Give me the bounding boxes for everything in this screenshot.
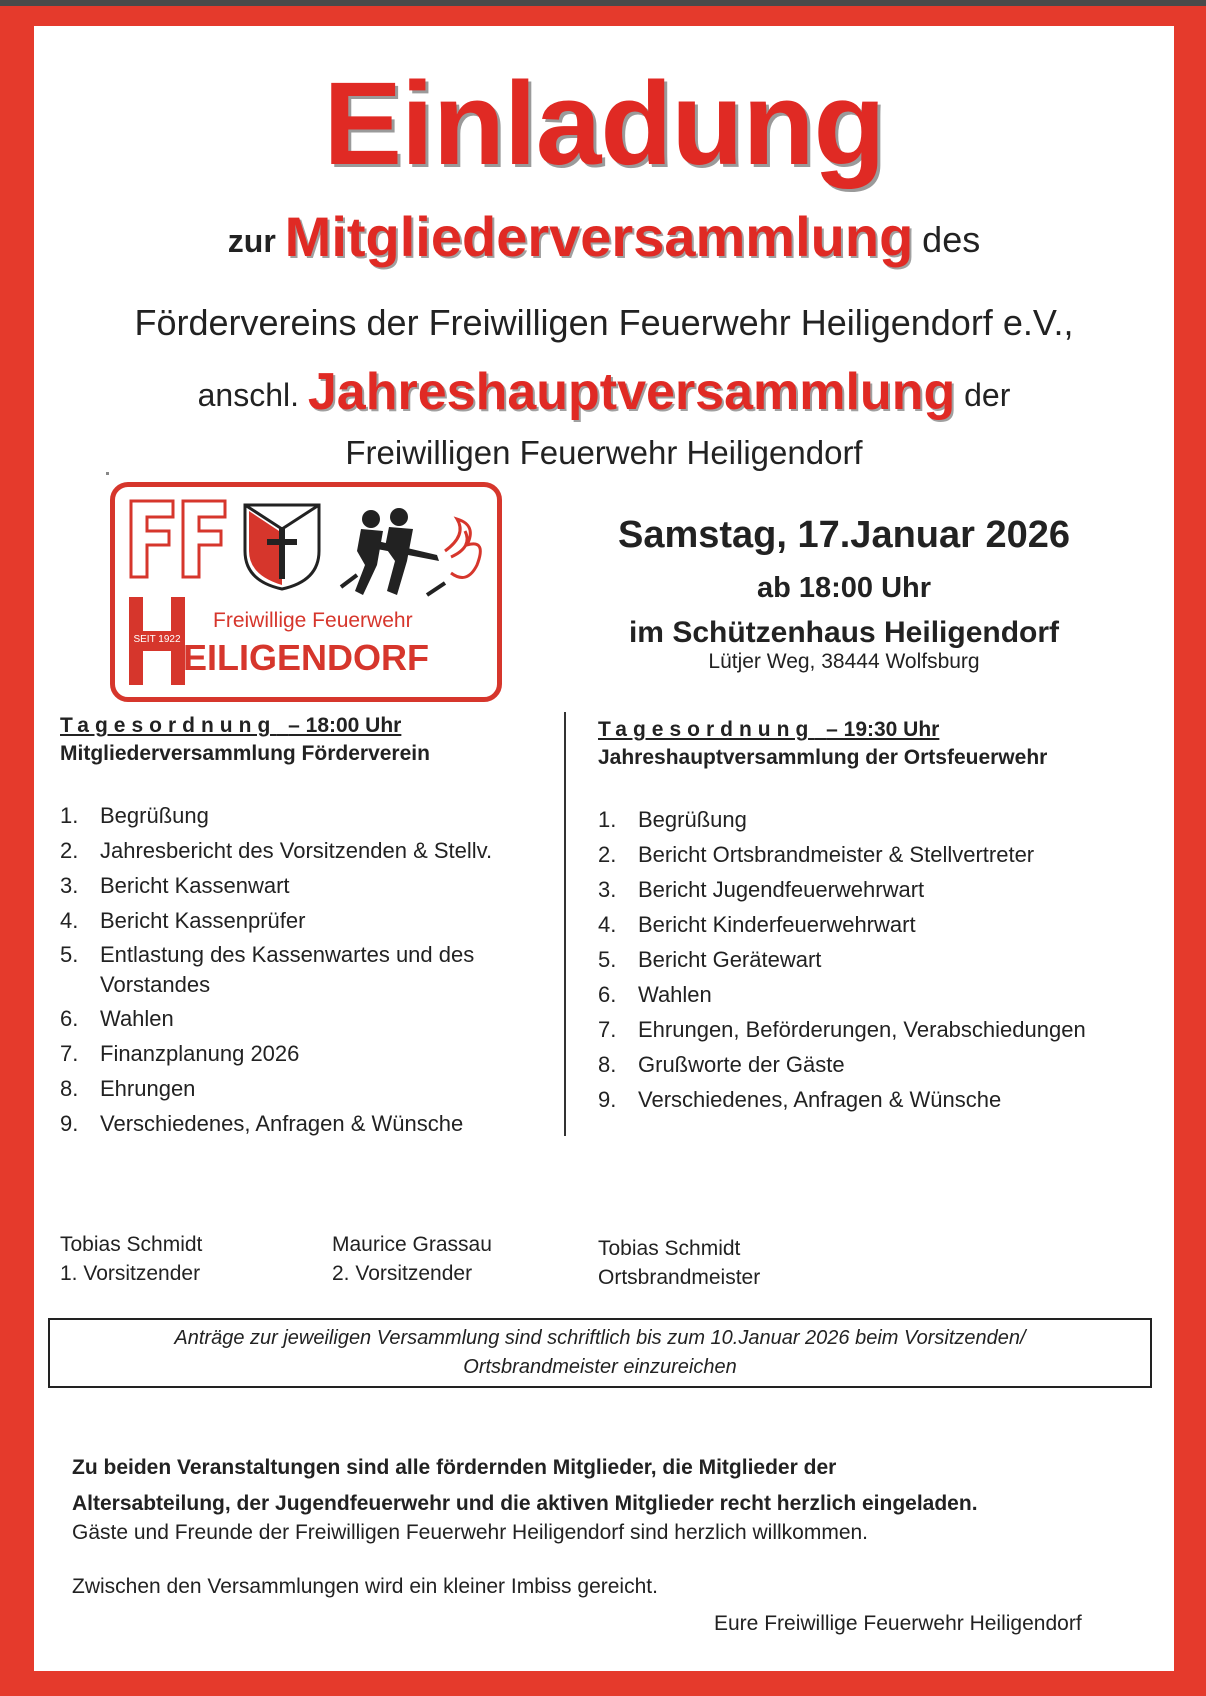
- agenda-left-heading-time: – 18:00 Uhr: [288, 714, 402, 737]
- logo-since-badge: SEIT 1922: [129, 633, 185, 647]
- item-text: Bericht Jugendfeuerwehrwart: [638, 877, 925, 902]
- agenda-left-heading-word: Tagesordnung: [60, 714, 277, 737]
- item-text: Wahlen: [100, 1006, 174, 1031]
- item-number: 7.: [60, 1041, 79, 1066]
- list-item: [60, 905, 530, 937]
- item-number: 6.: [598, 982, 617, 1007]
- item-text: Begrüßung: [100, 803, 209, 828]
- invitation-title: Einladung: [323, 58, 885, 190]
- flyer-page: [34, 26, 1174, 1671]
- list-item: [60, 835, 530, 867]
- agenda-left-subtitle: Mitgliederversammlung Förderverein: [60, 742, 430, 765]
- item-number: 3.: [598, 877, 617, 902]
- agenda-right-subtitle: Jahreshauptversammlung der Ortsfeuerwehr: [598, 746, 1048, 769]
- subtitle-line-3: [34, 362, 1174, 422]
- invitation-line-1: Zu beiden Veranstaltungen sind alle fördernden Mitglieder, die Mitglieder der: [72, 1456, 837, 1479]
- column-divider: [564, 712, 566, 1136]
- signature-name: Maurice Grassau: [332, 1233, 492, 1256]
- list-item: [598, 979, 1158, 1011]
- item-number: 8.: [60, 1076, 79, 1101]
- agenda-right-heading-time: – 19:30 Uhr: [826, 718, 940, 741]
- item-number: 4.: [60, 908, 79, 933]
- list-item: [598, 839, 1158, 871]
- signature-name: Tobias Schmidt: [60, 1233, 203, 1256]
- item-number: 1.: [598, 807, 617, 832]
- closing-signature: Eure Freiwillige Feuerwehr Heiligendorf: [714, 1612, 1082, 1635]
- item-number: 3.: [60, 873, 79, 898]
- item-text: Bericht Ortsbrandmeister & Stellvertreter: [638, 842, 1035, 867]
- item-text: Entlastung des Kassenwartes und des Vorstandes: [100, 942, 475, 997]
- deadline-note-line-2: Ortsbrandmeister einzureichen: [463, 1356, 737, 1378]
- guests-welcome-text: Gäste und Freunde der Freiwilligen Feuerwehr Heiligendorf sind herzlich willkommen.: [72, 1521, 869, 1544]
- subtitle-line-1: [34, 204, 1174, 269]
- invitation-line-2: Altersabteilung, der Jugendfeuerwehr und die aktiven Mitglieder recht herzlich eingeladen.: [72, 1492, 978, 1515]
- event-time: ab 18:00 Uhr: [756, 572, 932, 604]
- signature-fire-chief: [598, 1234, 760, 1292]
- top-edge-bar: [0, 0, 1206, 6]
- item-text: Bericht Kinderfeuerwehrwart: [638, 912, 916, 937]
- item-text: Finanzplanung 2026: [100, 1041, 300, 1066]
- list-item: [598, 1014, 1158, 1046]
- list-item: [598, 1084, 1158, 1116]
- subtitle-line-2: Fördervereins der Freiwilligen Feuerwehr Heiligendorf e.V.,: [134, 302, 1074, 343]
- event-address: Lütjer Weg, 38444 Wolfsburg: [708, 650, 980, 673]
- subtitle-highlight: Mitgliederversammlung: [284, 205, 914, 268]
- subtitle-suffix: des: [922, 219, 981, 260]
- list-item: [60, 1073, 530, 1105]
- list-item: [598, 909, 1158, 941]
- agenda-right-list: [598, 804, 1158, 1119]
- subtitle3-prefix: anschl.: [197, 377, 299, 413]
- subtitle-line-4: Freiwilligen Feuerwehr Heiligendorf: [345, 434, 863, 471]
- item-text: Ehrungen: [100, 1076, 196, 1101]
- list-item: [60, 1038, 530, 1070]
- coat-of-arms-icon: [239, 499, 325, 593]
- item-number: 1.: [60, 803, 79, 828]
- list-item: [60, 940, 530, 1000]
- signature-chair-1: [60, 1230, 202, 1288]
- agenda-right-heading: [598, 718, 939, 742]
- item-text: Grußworte der Gäste: [638, 1052, 845, 1077]
- subtitle3-suffix: der: [964, 377, 1011, 413]
- subtitle3-highlight: Jahreshauptversammlung: [307, 363, 956, 421]
- list-item: [60, 870, 530, 902]
- item-text: Wahlen: [638, 982, 712, 1007]
- invitation-paragraph: [72, 1450, 978, 1522]
- fire-brigade-logo: [110, 482, 502, 702]
- event-venue: im Schützenhaus Heiligendorf: [628, 616, 1060, 649]
- item-text: Begrüßung: [638, 807, 747, 832]
- item-text: Bericht Kassenwart: [100, 873, 290, 898]
- item-number: 5.: [598, 947, 617, 972]
- list-item: [598, 874, 1158, 906]
- ff-letters-icon: [125, 493, 235, 583]
- subtitle-prefix: zur: [227, 223, 276, 259]
- item-number: 9.: [598, 1087, 617, 1112]
- item-text: Ehrungen, Beförderungen, Verabschiedungen: [638, 1017, 1086, 1042]
- event-date: Samstag, 17.Januar 2026: [617, 514, 1071, 556]
- item-text: Bericht Gerätewart: [638, 947, 822, 972]
- list-item: [598, 944, 1158, 976]
- item-text: Verschiedenes, Anfragen & Wünsche: [100, 1111, 464, 1136]
- logo-name-rest: EILIGENDORF: [183, 637, 430, 678]
- signature-role: 2. Vorsitzender: [332, 1262, 473, 1285]
- list-item: [60, 1108, 530, 1140]
- item-text: Jahresbericht des Vorsitzenden & Stellv.: [100, 838, 493, 863]
- item-number: 6.: [60, 1006, 79, 1031]
- firefighters-icon: [327, 495, 491, 603]
- item-number: 4.: [598, 912, 617, 937]
- snack-text: Zwischen den Versammlungen wird ein kleiner Imbiss gereicht.: [72, 1575, 658, 1598]
- agenda-left-list: [60, 800, 530, 1143]
- signature-chair-2: [332, 1230, 492, 1288]
- item-number: 8.: [598, 1052, 617, 1077]
- item-number: 7.: [598, 1017, 617, 1042]
- list-item: [60, 800, 530, 832]
- signature-role: 1. Vorsitzender: [60, 1262, 201, 1285]
- item-text: Bericht Kassenprüfer: [100, 908, 306, 933]
- list-item: [598, 804, 1158, 836]
- agenda-left-heading: [60, 714, 401, 738]
- agenda-right-heading-word: Tagesordnung: [598, 718, 815, 741]
- deadline-note-box: [48, 1318, 1152, 1388]
- item-text: Verschiedenes, Anfragen & Wünsche: [638, 1087, 1002, 1112]
- item-number: 9.: [60, 1111, 79, 1136]
- list-item: [60, 1003, 530, 1035]
- signature-name: Tobias Schmidt: [598, 1237, 741, 1260]
- deadline-note-line-1: Anträge zur jeweiligen Versammlung sind schriftlich bis zum 10.Januar 2026 beim Vorsitzenden/: [174, 1327, 1026, 1349]
- list-item: [598, 1049, 1158, 1081]
- signature-role: Ortsbrandmeister: [598, 1266, 761, 1289]
- logo-dot: [106, 472, 109, 475]
- logo-name-line: Freiwillige Feuerwehr: [213, 609, 413, 632]
- item-number: 2.: [598, 842, 617, 867]
- item-number: 5.: [60, 942, 79, 967]
- item-number: 2.: [60, 838, 79, 863]
